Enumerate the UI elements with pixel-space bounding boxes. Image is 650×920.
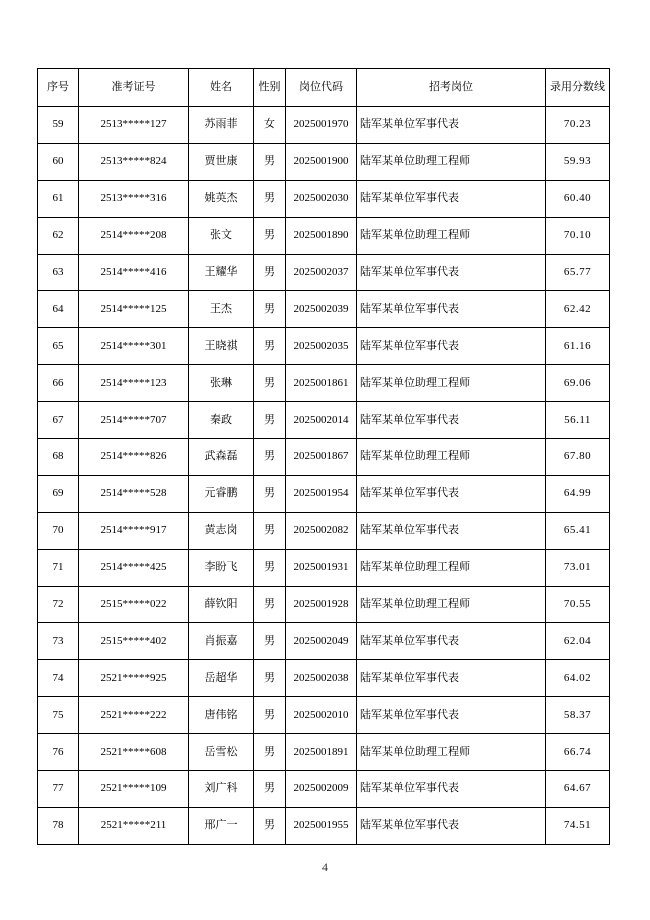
cell-ticket-number: 2514*****416: [79, 254, 189, 291]
cell-name: 秦政: [189, 402, 254, 439]
table-row: [38, 217, 610, 254]
cell-gender: 男: [254, 512, 286, 549]
cell-gender: 男: [254, 180, 286, 217]
table-row: [38, 107, 610, 144]
cell-position-code: 2025001891: [286, 734, 357, 771]
cell-gender: 男: [254, 402, 286, 439]
table-row: [38, 328, 610, 365]
cell-name: 张琳: [189, 365, 254, 402]
cell-name: 邢广一: [189, 807, 254, 844]
cell-seq: 62: [38, 217, 79, 254]
cell-ticket-number: 2514*****208: [79, 217, 189, 254]
cell-ticket-number: 2521*****109: [79, 771, 189, 808]
cell-recruit-position: 陆军某单位军事代表: [357, 254, 546, 291]
cell-position-code: 2025002010: [286, 697, 357, 734]
cell-ticket-number: 2521*****925: [79, 660, 189, 697]
table-body: [38, 107, 610, 845]
header-ticket-number: 准考证号: [79, 69, 189, 107]
cell-name: 姚英杰: [189, 180, 254, 217]
cell-ticket-number: 2515*****022: [79, 586, 189, 623]
header-name: 姓名: [189, 69, 254, 107]
cell-position-code: 2025002049: [286, 623, 357, 660]
cell-ticket-number: 2513*****316: [79, 180, 189, 217]
cell-seq: 69: [38, 475, 79, 512]
cell-position-code: 2025002082: [286, 512, 357, 549]
table-row: [38, 807, 610, 844]
cell-seq: 78: [38, 807, 79, 844]
cell-name: 武森磊: [189, 439, 254, 476]
cell-admission-score: 58.37: [546, 697, 610, 734]
cell-gender: 男: [254, 586, 286, 623]
table-row: [38, 623, 610, 660]
cell-recruit-position: 陆军某单位军事代表: [357, 291, 546, 328]
table-row: [38, 512, 610, 549]
cell-seq: 65: [38, 328, 79, 365]
cell-gender: 女: [254, 107, 286, 144]
table-row: [38, 660, 610, 697]
cell-seq: 68: [38, 439, 79, 476]
cell-recruit-position: 陆军某单位军事代表: [357, 402, 546, 439]
cell-gender: 男: [254, 623, 286, 660]
cell-position-code: 2025001955: [286, 807, 357, 844]
table-row: [38, 180, 610, 217]
cell-name: 王耀华: [189, 254, 254, 291]
cell-admission-score: 64.67: [546, 771, 610, 808]
cell-position-code: 2025001970: [286, 107, 357, 144]
cell-gender: 男: [254, 771, 286, 808]
cell-recruit-position: 陆军某单位助理工程师: [357, 439, 546, 476]
cell-ticket-number: 2514*****425: [79, 549, 189, 586]
cell-position-code: 2025002039: [286, 291, 357, 328]
cell-ticket-number: 2515*****402: [79, 623, 189, 660]
page-number: 4: [322, 860, 328, 874]
cell-admission-score: 67.80: [546, 439, 610, 476]
table-row: [38, 586, 610, 623]
cell-seq: 60: [38, 143, 79, 180]
cell-position-code: 2025001890: [286, 217, 357, 254]
cell-seq: 73: [38, 623, 79, 660]
cell-admission-score: 70.10: [546, 217, 610, 254]
cell-position-code: 2025002037: [286, 254, 357, 291]
cell-admission-score: 64.99: [546, 475, 610, 512]
cell-ticket-number: 2521*****211: [79, 807, 189, 844]
cell-position-code: 2025001900: [286, 143, 357, 180]
cell-seq: 59: [38, 107, 79, 144]
cell-name: 肖振嘉: [189, 623, 254, 660]
cell-recruit-position: 陆军某单位军事代表: [357, 771, 546, 808]
cell-seq: 67: [38, 402, 79, 439]
cell-admission-score: 56.11: [546, 402, 610, 439]
cell-gender: 男: [254, 254, 286, 291]
cell-position-code: 2025001954: [286, 475, 357, 512]
cell-recruit-position: 陆军某单位军事代表: [357, 512, 546, 549]
header-admission-score: 录用分数线: [546, 69, 610, 107]
cell-recruit-position: 陆军某单位助理工程师: [357, 549, 546, 586]
cell-gender: 男: [254, 660, 286, 697]
cell-ticket-number: 2513*****127: [79, 107, 189, 144]
table-row: [38, 549, 610, 586]
cell-seq: 74: [38, 660, 79, 697]
table-header-row: [38, 69, 610, 107]
table-row: [38, 143, 610, 180]
cell-ticket-number: 2514*****528: [79, 475, 189, 512]
cell-name: 苏雨菲: [189, 107, 254, 144]
cell-gender: 男: [254, 291, 286, 328]
cell-position-code: 2025002038: [286, 660, 357, 697]
header-position-code: 岗位代码: [286, 69, 357, 107]
cell-recruit-position: 陆军某单位军事代表: [357, 328, 546, 365]
table-row: [38, 439, 610, 476]
cell-name: 张文: [189, 217, 254, 254]
cell-ticket-number: 2521*****222: [79, 697, 189, 734]
cell-gender: 男: [254, 365, 286, 402]
cell-recruit-position: 陆军某单位军事代表: [357, 660, 546, 697]
cell-ticket-number: 2514*****917: [79, 512, 189, 549]
cell-recruit-position: 陆军某单位军事代表: [357, 475, 546, 512]
cell-admission-score: 66.74: [546, 734, 610, 771]
cell-admission-score: 70.23: [546, 107, 610, 144]
cell-admission-score: 65.77: [546, 254, 610, 291]
cell-recruit-position: 陆军某单位助理工程师: [357, 217, 546, 254]
header-gender: 性别: [254, 69, 286, 107]
cell-recruit-position: 陆军某单位军事代表: [357, 180, 546, 217]
table-row: [38, 697, 610, 734]
table-row: [38, 365, 610, 402]
cell-name: 李盼飞: [189, 549, 254, 586]
cell-seq: 63: [38, 254, 79, 291]
cell-admission-score: 61.16: [546, 328, 610, 365]
cell-name: 贾世康: [189, 143, 254, 180]
cell-name: 唐伟铭: [189, 697, 254, 734]
table-row: [38, 734, 610, 771]
cell-admission-score: 74.51: [546, 807, 610, 844]
header-seq: 序号: [38, 69, 79, 107]
cell-gender: 男: [254, 697, 286, 734]
cell-admission-score: 70.55: [546, 586, 610, 623]
cell-position-code: 2025001928: [286, 586, 357, 623]
cell-seq: 70: [38, 512, 79, 549]
cell-admission-score: 65.41: [546, 512, 610, 549]
cell-seq: 72: [38, 586, 79, 623]
cell-seq: 66: [38, 365, 79, 402]
cell-position-code: 2025001867: [286, 439, 357, 476]
cell-name: 黄志岗: [189, 512, 254, 549]
cell-gender: 男: [254, 217, 286, 254]
cell-seq: 76: [38, 734, 79, 771]
cell-name: 元睿鹏: [189, 475, 254, 512]
cell-admission-score: 60.40: [546, 180, 610, 217]
cell-position-code: 2025002035: [286, 328, 357, 365]
cell-recruit-position: 陆军某单位军事代表: [357, 807, 546, 844]
cell-position-code: 2025002014: [286, 402, 357, 439]
header-recruit-position: 招考岗位: [357, 69, 546, 107]
cell-ticket-number: 2514*****826: [79, 439, 189, 476]
cell-gender: 男: [254, 143, 286, 180]
cell-recruit-position: 陆军某单位助理工程师: [357, 365, 546, 402]
table-row: [38, 254, 610, 291]
cell-position-code: 2025001861: [286, 365, 357, 402]
cell-seq: 75: [38, 697, 79, 734]
cell-recruit-position: 陆军某单位军事代表: [357, 107, 546, 144]
cell-admission-score: 62.42: [546, 291, 610, 328]
cell-admission-score: 73.01: [546, 549, 610, 586]
cell-name: 王杰: [189, 291, 254, 328]
cell-ticket-number: 2514*****123: [79, 365, 189, 402]
cell-admission-score: 69.06: [546, 365, 610, 402]
cell-gender: 男: [254, 734, 286, 771]
cell-name: 薛钦阳: [189, 586, 254, 623]
cell-recruit-position: 陆军某单位军事代表: [357, 697, 546, 734]
cell-position-code: 2025001931: [286, 549, 357, 586]
table-row: [38, 771, 610, 808]
table-row: [38, 291, 610, 328]
recruitment-score-table: [37, 68, 610, 845]
cell-recruit-position: 陆军某单位军事代表: [357, 623, 546, 660]
cell-gender: 男: [254, 475, 286, 512]
cell-ticket-number: 2513*****824: [79, 143, 189, 180]
cell-gender: 男: [254, 328, 286, 365]
cell-seq: 64: [38, 291, 79, 328]
table-row: [38, 475, 610, 512]
cell-recruit-position: 陆军某单位助理工程师: [357, 734, 546, 771]
table-row: [38, 402, 610, 439]
cell-ticket-number: 2514*****301: [79, 328, 189, 365]
cell-gender: 男: [254, 549, 286, 586]
cell-position-code: 2025002030: [286, 180, 357, 217]
cell-admission-score: 64.02: [546, 660, 610, 697]
cell-admission-score: 62.04: [546, 623, 610, 660]
cell-recruit-position: 陆军某单位助理工程师: [357, 586, 546, 623]
cell-gender: 男: [254, 439, 286, 476]
cell-ticket-number: 2514*****707: [79, 402, 189, 439]
cell-seq: 77: [38, 771, 79, 808]
cell-ticket-number: 2514*****125: [79, 291, 189, 328]
cell-name: 刘广科: [189, 771, 254, 808]
cell-position-code: 2025002009: [286, 771, 357, 808]
cell-ticket-number: 2521*****608: [79, 734, 189, 771]
cell-recruit-position: 陆军某单位助理工程师: [357, 143, 546, 180]
cell-seq: 71: [38, 549, 79, 586]
cell-seq: 61: [38, 180, 79, 217]
cell-name: 岳超华: [189, 660, 254, 697]
cell-name: 王晓祺: [189, 328, 254, 365]
cell-admission-score: 59.93: [546, 143, 610, 180]
cell-name: 岳雪松: [189, 734, 254, 771]
cell-gender: 男: [254, 807, 286, 844]
